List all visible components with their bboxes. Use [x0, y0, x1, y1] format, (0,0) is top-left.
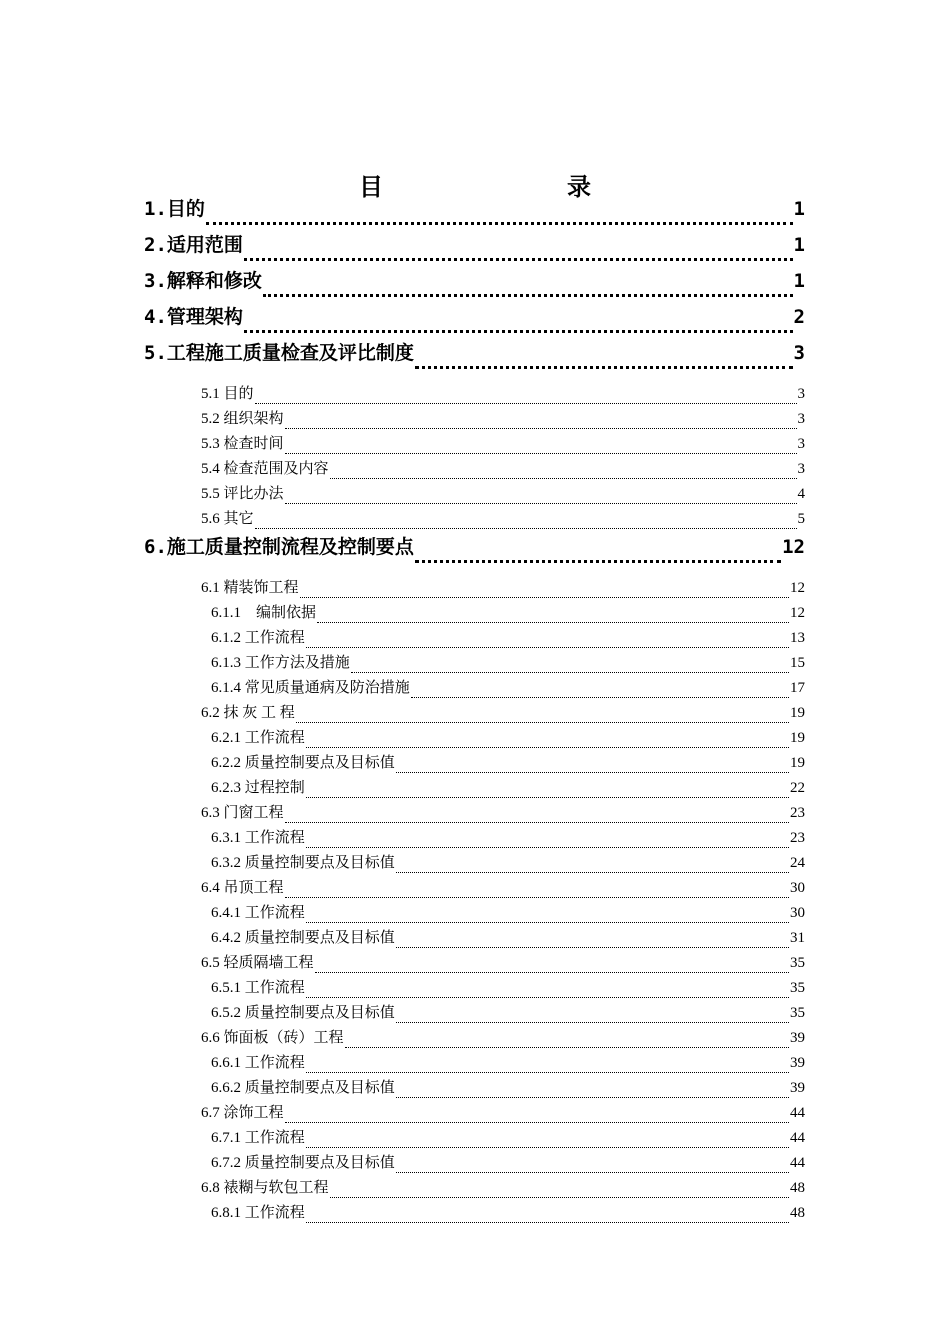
- dot-leader: [306, 922, 789, 923]
- toc-entry-section[interactable]: [201, 1176, 805, 1201]
- toc-entry-subsection[interactable]: [211, 601, 805, 626]
- toc-entry-page-number: 3: [797, 436, 805, 452]
- toc-entry-label: 5.2 组织架构: [201, 411, 284, 427]
- toc-entry-subsection[interactable]: [211, 1151, 805, 1176]
- toc-entry-page-number: 39: [790, 1055, 805, 1071]
- toc-entry-label: 6.1.1 编制依据: [211, 605, 317, 621]
- toc-entry-page-number: 2: [793, 306, 805, 328]
- toc-entry-page-number: 23: [790, 805, 805, 821]
- toc-entry-page-number: 35: [790, 980, 805, 996]
- toc-entry-page-number: 17: [790, 680, 805, 696]
- toc-entry-page-number: 4: [797, 486, 805, 502]
- toc-entry-section[interactable]: [201, 407, 805, 432]
- dot-leader: [244, 330, 793, 333]
- toc-entry-chapter[interactable]: [144, 266, 805, 302]
- toc-entry-label: 5.5 评比办法: [201, 486, 284, 502]
- toc-entry-subsection[interactable]: [211, 776, 805, 801]
- toc-entry-section[interactable]: [201, 457, 805, 482]
- dot-leader: [255, 528, 797, 529]
- toc-entry-subsection[interactable]: [211, 1126, 805, 1151]
- dot-leader: [306, 1072, 789, 1073]
- toc-entry-label: 6.施工质量控制流程及控制要点: [144, 536, 414, 558]
- toc-entry-label: 1.目的: [144, 198, 205, 220]
- toc-entry-subsection[interactable]: [211, 1201, 805, 1226]
- toc-entry-label: 6.1 精装饰工程: [201, 580, 299, 596]
- toc-entry-page-number: 23: [790, 830, 805, 846]
- dot-leader: [351, 672, 789, 673]
- toc-entry-subsection[interactable]: [211, 1051, 805, 1076]
- toc-entry-page-number: 12: [782, 536, 805, 558]
- toc-entry-label: 6.6.2 质量控制要点及目标值: [211, 1080, 395, 1096]
- toc-entry-section[interactable]: [201, 432, 805, 457]
- toc-entry-label: 6.7.1 工作流程: [211, 1130, 305, 1146]
- toc-entry-chapter[interactable]: [144, 532, 805, 568]
- toc-entry-page-number: 22: [790, 780, 805, 796]
- dot-leader: [285, 453, 797, 454]
- toc-entry-section[interactable]: [201, 507, 805, 532]
- toc-entry-page-number: 13: [790, 630, 805, 646]
- toc-entry-page-number: 12: [790, 605, 805, 621]
- toc-entry-page-number: 3: [797, 411, 805, 427]
- toc-entry-label: 6.4 吊顶工程: [201, 880, 284, 896]
- toc-entry-label: 6.2 抹 灰 工 程: [201, 705, 295, 721]
- dot-leader: [396, 1097, 789, 1098]
- dot-leader: [306, 1147, 789, 1148]
- toc-entry-label: 6.6 饰面板（砖）工程: [201, 1030, 344, 1046]
- toc-entry-page-number: 35: [790, 1005, 805, 1021]
- toc-entry-subsection[interactable]: [211, 726, 805, 751]
- toc-entry-label: 5.3 检查时间: [201, 436, 284, 452]
- toc-entry-section[interactable]: [201, 801, 805, 826]
- toc-entry-subsection[interactable]: [211, 826, 805, 851]
- toc-entry-label: 2.适用范围: [144, 234, 243, 256]
- dot-leader: [330, 1197, 789, 1198]
- toc-entry-page-number: 35: [790, 955, 805, 971]
- toc-entry-page-number: 3: [797, 386, 805, 402]
- toc-entry-label: 6.3.1 工作流程: [211, 830, 305, 846]
- toc-entry-subsection[interactable]: [211, 851, 805, 876]
- toc-entry-label: 6.4.1 工作流程: [211, 905, 305, 921]
- toc-entry-label: 6.1.4 常见质量通病及防治措施: [211, 680, 410, 696]
- toc-entry-page-number: 30: [790, 905, 805, 921]
- toc-entry-page-number: 1: [793, 198, 805, 220]
- dot-leader: [296, 722, 789, 723]
- toc-entry-label: 6.7.2 质量控制要点及目标值: [211, 1155, 395, 1171]
- toc-entry-page-number: 12: [790, 580, 805, 596]
- toc-entry-label: 5.4 检查范围及内容: [201, 461, 329, 477]
- toc-entry-chapter[interactable]: [144, 194, 805, 230]
- dot-leader: [285, 897, 789, 898]
- toc-entry-label: 6.2.3 过程控制: [211, 780, 305, 796]
- dot-leader: [396, 772, 789, 773]
- dot-leader: [285, 503, 797, 504]
- dot-leader: [244, 258, 793, 261]
- toc-entry-subsection[interactable]: [211, 626, 805, 651]
- toc-entry-chapter[interactable]: [144, 338, 805, 374]
- toc-entry-chapter[interactable]: [144, 302, 805, 338]
- toc-entry-section[interactable]: [201, 482, 805, 507]
- toc-entry-subsection[interactable]: [211, 976, 805, 1001]
- toc-entry-label: 5.1 目的: [201, 386, 254, 402]
- toc-entry-label: 6.1.3 工作方法及措施: [211, 655, 350, 671]
- toc-entry-subsection[interactable]: [211, 926, 805, 951]
- toc-entry-subsection[interactable]: [211, 1001, 805, 1026]
- toc-entry-page-number: 1: [793, 270, 805, 292]
- toc-entry-page-number: 39: [790, 1030, 805, 1046]
- dot-leader: [306, 1222, 789, 1223]
- dot-leader: [415, 366, 793, 369]
- toc-entry-section[interactable]: [201, 701, 805, 726]
- toc-entry-label: 6.1.2 工作流程: [211, 630, 305, 646]
- toc-entry-label: 6.7 涂饰工程: [201, 1105, 284, 1121]
- dot-leader: [255, 403, 797, 404]
- toc-entry-label: 6.8.1 工作流程: [211, 1205, 305, 1221]
- toc-entry-label: 5.6 其它: [201, 511, 254, 527]
- toc-entry-label: 6.8 裱糊与软包工程: [201, 1180, 329, 1196]
- dot-leader: [396, 947, 789, 948]
- toc-title: 目 录: [359, 173, 671, 201]
- toc-entry-page-number: 44: [790, 1155, 805, 1171]
- toc-entry-label: 6.5.2 质量控制要点及目标值: [211, 1005, 395, 1021]
- dot-leader: [315, 972, 789, 973]
- toc-entry-page-number: 5: [797, 511, 805, 527]
- toc-entry-section[interactable]: [201, 1101, 805, 1126]
- toc-entry-subsection[interactable]: [211, 651, 805, 676]
- toc-entry-page-number: 48: [790, 1205, 805, 1221]
- toc-entry-section[interactable]: [201, 951, 805, 976]
- toc-entry-subsection[interactable]: [211, 1076, 805, 1101]
- toc-entry-page-number: 30: [790, 880, 805, 896]
- dot-leader: [306, 847, 789, 848]
- toc-entry-label: 4.管理架构: [144, 306, 243, 328]
- dot-leader: [396, 1022, 789, 1023]
- toc-entry-subsection[interactable]: [211, 901, 805, 926]
- toc-entry-label: 6.6.1 工作流程: [211, 1055, 305, 1071]
- toc-entry-page-number: 48: [790, 1180, 805, 1196]
- dot-leader: [317, 622, 789, 623]
- dot-leader: [306, 747, 789, 748]
- toc-entry-page-number: 19: [790, 755, 805, 771]
- toc-entry-page-number: 19: [790, 730, 805, 746]
- dot-leader: [285, 428, 797, 429]
- dot-leader: [396, 872, 789, 873]
- toc-entry-section[interactable]: [201, 576, 805, 601]
- dot-leader: [306, 997, 789, 998]
- toc-entry-subsection[interactable]: [211, 751, 805, 776]
- toc-entry-page-number: 44: [790, 1130, 805, 1146]
- toc-entry-page-number: 3: [797, 461, 805, 477]
- toc-entry-label: 6.3 门窗工程: [201, 805, 284, 821]
- dot-leader: [285, 1122, 789, 1123]
- toc-entry-page-number: 15: [790, 655, 805, 671]
- toc-entry-page-number: 39: [790, 1080, 805, 1096]
- toc-entry-section[interactable]: [201, 876, 805, 901]
- toc-entry-page-number: 1: [793, 234, 805, 256]
- toc-entry-subsection[interactable]: [211, 676, 805, 701]
- dot-leader: [415, 560, 781, 563]
- dot-leader: [330, 478, 797, 479]
- dot-leader: [411, 697, 789, 698]
- toc-entry-chapter[interactable]: [144, 230, 805, 266]
- toc-entry-label: 6.2.1 工作流程: [211, 730, 305, 746]
- toc-entry-section[interactable]: [201, 382, 805, 407]
- dot-leader: [300, 597, 789, 598]
- toc-entry-label: 5.工程施工质量检查及评比制度: [144, 342, 414, 364]
- toc-entry-label: 6.2.2 质量控制要点及目标值: [211, 755, 395, 771]
- dot-leader: [306, 797, 789, 798]
- dot-leader: [345, 1047, 789, 1048]
- toc-entry-page-number: 31: [790, 930, 805, 946]
- toc-entry-label: 6.4.2 质量控制要点及目标值: [211, 930, 395, 946]
- toc-entry-label: 6.5 轻质隔墙工程: [201, 955, 314, 971]
- dot-leader: [306, 647, 789, 648]
- toc-entry-page-number: 19: [790, 705, 805, 721]
- toc-entry-page-number: 44: [790, 1105, 805, 1121]
- toc-entry-label: 6.5.1 工作流程: [211, 980, 305, 996]
- toc-entry-page-number: 3: [793, 342, 805, 364]
- dot-leader: [263, 294, 793, 297]
- dot-leader: [206, 222, 793, 225]
- dot-leader: [285, 822, 789, 823]
- toc-entry-section[interactable]: [201, 1026, 805, 1051]
- toc-entry-page-number: 24: [790, 855, 805, 871]
- toc-entry-label: 6.3.2 质量控制要点及目标值: [211, 855, 395, 871]
- toc-entry-label: 3.解释和修改: [144, 270, 262, 292]
- dot-leader: [396, 1172, 789, 1173]
